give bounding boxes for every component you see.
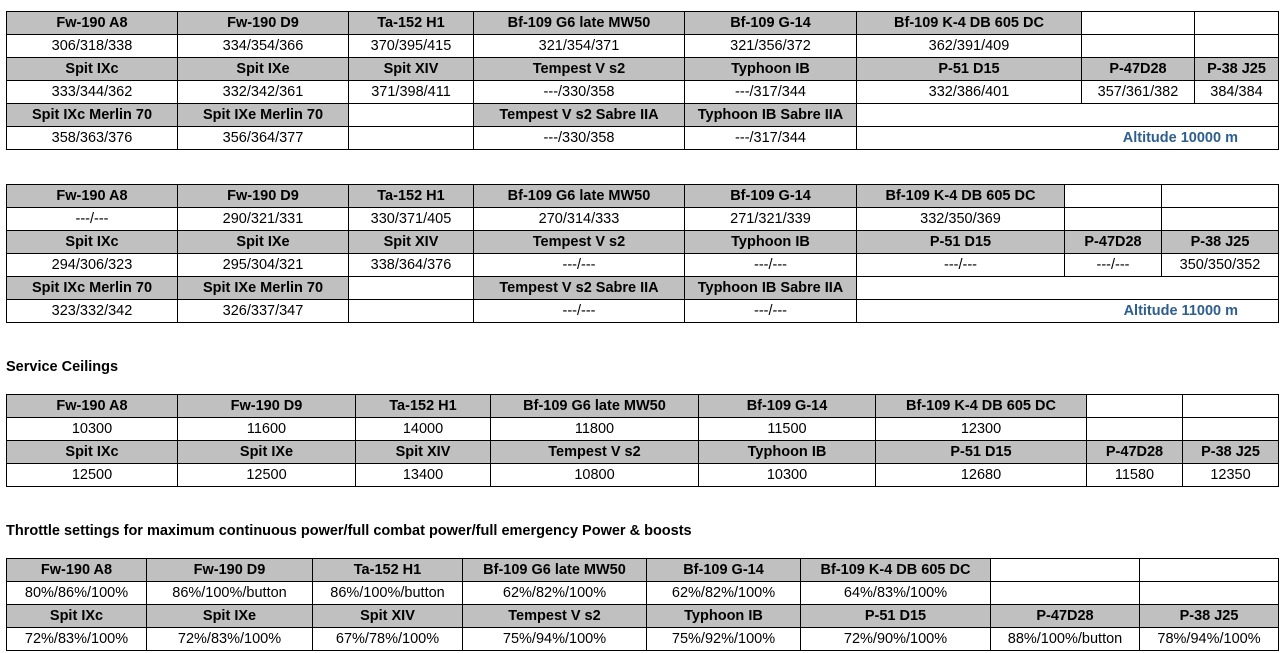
value-cell: 75%/94%/100% xyxy=(463,628,647,651)
empty-cell xyxy=(1140,582,1279,605)
header-cell: Typhoon IB xyxy=(685,231,857,254)
header-cell: P-47D28 xyxy=(1065,231,1162,254)
value-cell: ---/317/344 xyxy=(685,127,857,150)
value-cell: 67%/78%/100% xyxy=(313,628,463,651)
value-cell: 11800 xyxy=(491,418,699,441)
value-cell: 332/342/361 xyxy=(178,81,349,104)
header-cell: Ta-152 H1 xyxy=(356,395,491,418)
header-cell: Fw-190 D9 xyxy=(147,559,313,582)
header-cell: Spit IXc xyxy=(7,605,147,628)
header-row xyxy=(7,104,1279,127)
value-cell: 88%/100%/button xyxy=(991,628,1140,651)
header-cell: Bf-109 K-4 DB 605 DC xyxy=(876,395,1087,418)
value-cell: ---/--- xyxy=(474,254,685,277)
value-cell: 290/321/331 xyxy=(178,208,349,231)
header-cell: Tempest V s2 xyxy=(463,605,647,628)
value-row xyxy=(7,582,1279,605)
value-cell: ---/--- xyxy=(857,254,1065,277)
throttle-settings-title: Throttle settings for maximum continuous power/full combat power/full emergency Power & boosts xyxy=(6,523,692,539)
value-cell: 370/395/415 xyxy=(349,35,474,58)
header-cell: Spit IXc Merlin 70 xyxy=(7,277,178,300)
empty-cell xyxy=(1087,418,1183,441)
value-cell: 12500 xyxy=(7,464,178,487)
header-cell: Spit IXc xyxy=(7,58,178,81)
empty-cell xyxy=(1087,395,1183,418)
value-cell: 72%/83%/100% xyxy=(7,628,147,651)
header-row xyxy=(7,441,1279,464)
value-cell: 13400 xyxy=(356,464,491,487)
value-cell: 12300 xyxy=(876,418,1087,441)
header-row xyxy=(7,605,1279,628)
value-cell: 323/332/342 xyxy=(7,300,178,323)
value-cell: 294/306/323 xyxy=(7,254,178,277)
empty-cell xyxy=(1162,185,1279,208)
value-cell: 271/321/339 xyxy=(685,208,857,231)
empty-cell xyxy=(857,104,1279,127)
header-cell: Bf-109 G6 late MW50 xyxy=(491,395,699,418)
header-row xyxy=(7,231,1279,254)
header-cell: Ta-152 H1 xyxy=(349,185,474,208)
header-row xyxy=(7,12,1279,35)
header-cell: Typhoon IB xyxy=(647,605,801,628)
header-cell: Spit IXe Merlin 70 xyxy=(178,104,349,127)
header-row xyxy=(7,185,1279,208)
header-cell: Spit IXe xyxy=(178,231,349,254)
value-cell: 12350 xyxy=(1183,464,1279,487)
value-cell: 321/354/371 xyxy=(474,35,685,58)
value-cell: 332/350/369 xyxy=(857,208,1065,231)
value-cell: ---/330/358 xyxy=(474,127,685,150)
value-row xyxy=(7,81,1279,104)
header-cell: Spit IXc Merlin 70 xyxy=(7,104,178,127)
header-cell: Spit IXe xyxy=(147,605,313,628)
value-cell: 334/354/366 xyxy=(178,35,349,58)
header-cell: Typhoon IB xyxy=(699,441,876,464)
value-row xyxy=(7,254,1279,277)
value-cell: 64%/83%/100% xyxy=(801,582,991,605)
value-cell: ---/--- xyxy=(474,300,685,323)
value-cell: 86%/100%/button xyxy=(313,582,463,605)
header-cell: Ta-152 H1 xyxy=(313,559,463,582)
empty-cell xyxy=(1082,12,1195,35)
header-cell: Typhoon IB Sabre IIA xyxy=(685,104,857,127)
value-cell: 357/361/382 xyxy=(1082,81,1195,104)
header-cell: Fw-190 D9 xyxy=(178,12,349,35)
value-cell: 80%/86%/100% xyxy=(7,582,147,605)
header-cell: Bf-109 G6 late MW50 xyxy=(463,559,647,582)
value-cell: 384/384 xyxy=(1195,81,1279,104)
header-cell: P-38 J25 xyxy=(1162,231,1279,254)
value-cell: 78%/94%/100% xyxy=(1140,628,1279,651)
value-cell: 321/356/372 xyxy=(685,35,857,58)
header-cell: Tempest V s2 xyxy=(474,58,685,81)
value-cell: 330/371/405 xyxy=(349,208,474,231)
empty-cell xyxy=(1162,208,1279,231)
header-cell: Bf-109 K-4 DB 605 DC xyxy=(857,12,1082,35)
header-cell: Fw-190 A8 xyxy=(7,559,147,582)
value-cell: 10300 xyxy=(7,418,178,441)
value-cell: 11500 xyxy=(699,418,876,441)
header-cell: Spit IXe xyxy=(178,441,356,464)
value-cell: 350/350/352 xyxy=(1162,254,1279,277)
value-cell: 326/337/347 xyxy=(178,300,349,323)
throttle-settings-table xyxy=(6,558,1279,651)
empty-cell xyxy=(349,127,474,150)
altitude-label: Altitude 11000 m xyxy=(857,300,1279,323)
header-cell: Bf-109 G-14 xyxy=(685,12,857,35)
header-cell: Fw-190 A8 xyxy=(7,12,178,35)
value-cell: 356/364/377 xyxy=(178,127,349,150)
empty-cell xyxy=(1065,208,1162,231)
value-cell: 62%/82%/100% xyxy=(463,582,647,605)
value-cell: ---/--- xyxy=(7,208,178,231)
header-cell: Spit IXe Merlin 70 xyxy=(178,277,349,300)
service-ceilings-title: Service Ceilings xyxy=(6,359,119,375)
value-cell: 12500 xyxy=(178,464,356,487)
header-cell: Fw-190 D9 xyxy=(178,185,349,208)
value-row xyxy=(7,127,1279,150)
value-cell: 14000 xyxy=(356,418,491,441)
empty-cell xyxy=(1195,35,1279,58)
value-cell: ---/330/358 xyxy=(474,81,685,104)
value-cell: 11600 xyxy=(178,418,356,441)
value-row xyxy=(7,628,1279,651)
value-cell: 10300 xyxy=(699,464,876,487)
header-cell: Tempest V s2 xyxy=(491,441,699,464)
header-cell: Spit XIV xyxy=(313,605,463,628)
empty-cell xyxy=(1183,418,1279,441)
value-cell: 72%/90%/100% xyxy=(801,628,991,651)
header-cell: Fw-190 D9 xyxy=(178,395,356,418)
speed-table-11000m xyxy=(6,184,1279,323)
header-cell: P-47D28 xyxy=(1087,441,1183,464)
header-cell: Tempest V s2 xyxy=(474,231,685,254)
value-cell: 306/318/338 xyxy=(7,35,178,58)
empty-cell xyxy=(349,277,474,300)
header-cell: P-51 D15 xyxy=(801,605,991,628)
value-row xyxy=(7,464,1279,487)
header-cell: Spit IXe xyxy=(178,58,349,81)
header-row xyxy=(7,395,1279,418)
header-cell: Spit XIV xyxy=(349,231,474,254)
value-cell: 371/398/411 xyxy=(349,81,474,104)
header-cell: P-47D28 xyxy=(1082,58,1195,81)
header-cell: P-38 J25 xyxy=(1140,605,1279,628)
empty-cell xyxy=(1140,559,1279,582)
header-row xyxy=(7,559,1279,582)
header-cell: Fw-190 A8 xyxy=(7,185,178,208)
value-row xyxy=(7,418,1279,441)
header-cell: Bf-109 G6 late MW50 xyxy=(474,12,685,35)
header-cell: Typhoon IB xyxy=(685,58,857,81)
header-cell: Tempest V s2 Sabre IIA xyxy=(474,277,685,300)
empty-cell xyxy=(991,559,1140,582)
empty-cell xyxy=(1082,35,1195,58)
value-cell: 11580 xyxy=(1087,464,1183,487)
header-cell: Fw-190 A8 xyxy=(7,395,178,418)
header-cell: P-38 J25 xyxy=(1183,441,1279,464)
value-cell: 62%/82%/100% xyxy=(647,582,801,605)
header-cell: P-51 D15 xyxy=(876,441,1087,464)
header-row xyxy=(7,58,1279,81)
value-cell: ---/--- xyxy=(685,300,857,323)
value-cell: ---/317/344 xyxy=(685,81,857,104)
header-cell: Spit IXc xyxy=(7,231,178,254)
value-cell: 333/344/362 xyxy=(7,81,178,104)
header-cell: Bf-109 G-14 xyxy=(685,185,857,208)
header-cell: P-51 D15 xyxy=(857,231,1065,254)
header-cell: Ta-152 H1 xyxy=(349,12,474,35)
empty-cell xyxy=(1195,12,1279,35)
value-cell: 295/304/321 xyxy=(178,254,349,277)
value-cell: 10800 xyxy=(491,464,699,487)
value-cell: 72%/83%/100% xyxy=(147,628,313,651)
header-cell: P-47D28 xyxy=(991,605,1140,628)
value-row xyxy=(7,35,1279,58)
value-row xyxy=(7,300,1279,323)
empty-cell xyxy=(349,104,474,127)
header-cell: Spit XIV xyxy=(356,441,491,464)
header-cell: P-51 D15 xyxy=(857,58,1082,81)
header-cell: Tempest V s2 Sabre IIA xyxy=(474,104,685,127)
value-cell: 270/314/333 xyxy=(474,208,685,231)
header-cell: Bf-109 G6 late MW50 xyxy=(474,185,685,208)
value-cell: 12680 xyxy=(876,464,1087,487)
empty-cell xyxy=(349,300,474,323)
header-cell: Bf-109 K-4 DB 605 DC xyxy=(801,559,991,582)
speed-table-10000m xyxy=(6,11,1279,150)
value-cell: 75%/92%/100% xyxy=(647,628,801,651)
header-cell: Typhoon IB Sabre IIA xyxy=(685,277,857,300)
value-cell: 86%/100%/button xyxy=(147,582,313,605)
value-cell: 338/364/376 xyxy=(349,254,474,277)
service-ceilings-table xyxy=(6,394,1279,487)
header-cell: Bf-109 K-4 DB 605 DC xyxy=(857,185,1065,208)
header-row xyxy=(7,277,1279,300)
altitude-label: Altitude 10000 m xyxy=(857,127,1279,150)
value-row xyxy=(7,208,1279,231)
empty-cell xyxy=(991,582,1140,605)
header-cell: Bf-109 G-14 xyxy=(699,395,876,418)
value-cell: 358/363/376 xyxy=(7,127,178,150)
header-cell: Spit IXc xyxy=(7,441,178,464)
empty-cell xyxy=(1183,395,1279,418)
value-cell: 362/391/409 xyxy=(857,35,1082,58)
header-cell: P-38 J25 xyxy=(1195,58,1279,81)
value-cell: 332/386/401 xyxy=(857,81,1082,104)
header-cell: Bf-109 G-14 xyxy=(647,559,801,582)
value-cell: ---/--- xyxy=(1065,254,1162,277)
empty-cell xyxy=(857,277,1279,300)
value-cell: ---/--- xyxy=(685,254,857,277)
header-cell: Spit XIV xyxy=(349,58,474,81)
empty-cell xyxy=(1065,185,1162,208)
